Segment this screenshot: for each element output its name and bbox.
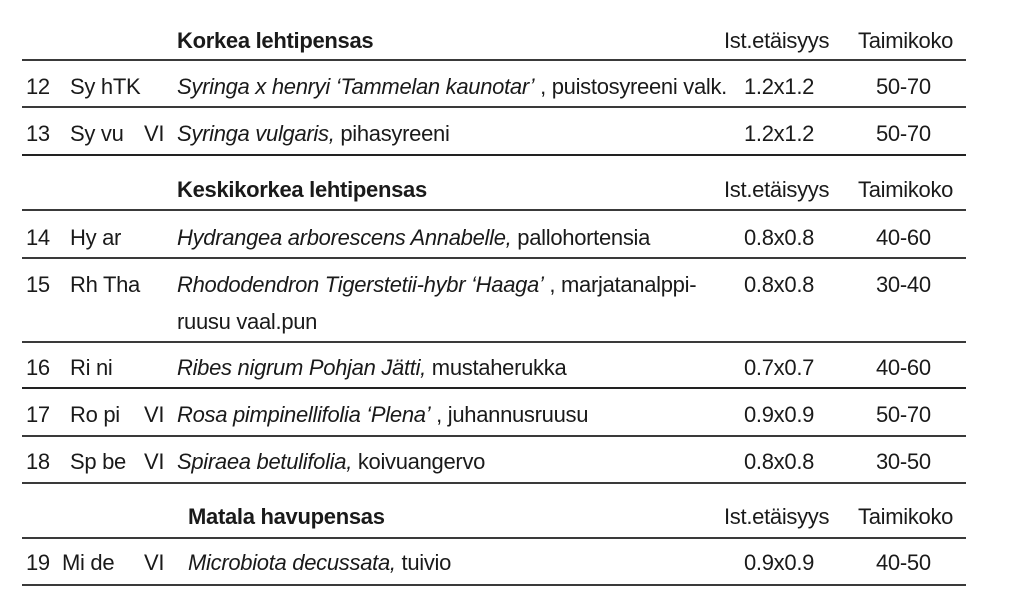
plant-code: Sy hTK <box>70 74 141 99</box>
hardiness-zone: VI <box>144 449 165 474</box>
hardiness-zone: VI <box>144 121 165 146</box>
latin-name: Syringa x henryi ‘Tammelan kaunotar’ <box>177 74 535 99</box>
common-name: pallohortensia <box>511 225 651 250</box>
divider <box>22 209 966 211</box>
common-name: , marjatanalppi- <box>543 272 697 297</box>
planting-spacing: 0.8x0.8 <box>744 449 815 474</box>
section-heading: Keskikorkea lehtipensas <box>177 177 427 202</box>
common-name: pihasyreeni <box>334 121 450 146</box>
divider <box>22 537 966 539</box>
seedling-size: 50-70 <box>876 121 931 146</box>
plant-name <box>177 74 727 100</box>
latin-name: Microbiota decussata, <box>188 550 396 575</box>
divider <box>22 584 966 586</box>
column-header-size: Taimikoko <box>858 177 954 202</box>
plant-name <box>177 272 696 298</box>
row-number: 12 <box>26 74 50 99</box>
hardiness-zone: VI <box>144 402 165 427</box>
planting-spacing: 0.9x0.9 <box>744 402 815 427</box>
divider <box>22 106 966 108</box>
divider <box>22 387 966 389</box>
row-number: 14 <box>26 225 50 250</box>
divider <box>22 59 966 61</box>
seedling-size: 50-70 <box>876 74 931 99</box>
plant-code: Ro pi <box>70 402 120 427</box>
latin-name: Hydrangea arborescens Annabelle, <box>177 225 512 250</box>
latin-name: Ribes nigrum Pohjan Jätti, <box>177 355 426 380</box>
planting-spacing: 0.9x0.9 <box>744 550 815 575</box>
plant-name <box>177 355 566 381</box>
plant-name <box>177 225 650 251</box>
section-heading: Korkea lehtipensas <box>177 28 374 53</box>
common-name: tuivio <box>395 550 452 575</box>
planting-spacing: 0.8x0.8 <box>744 272 815 297</box>
divider <box>22 341 966 343</box>
planting-spacing: 0.7x0.7 <box>744 355 815 380</box>
row-number: 16 <box>26 355 50 380</box>
divider <box>22 482 966 484</box>
seedling-size: 30-50 <box>876 449 931 474</box>
common-name: , juhannusruusu <box>430 402 589 427</box>
column-header-spacing: Ist.etäisyys <box>724 504 830 529</box>
latin-name: Rosa pimpinellifolia ‘Plena’ <box>177 402 431 427</box>
seedling-size: 30-40 <box>876 272 931 297</box>
column-header-size: Taimikoko <box>858 504 954 529</box>
planting-spacing: 1.2x1.2 <box>744 121 815 146</box>
column-header-size: Taimikoko <box>858 28 954 53</box>
row-number: 19 <box>26 550 50 575</box>
latin-name: Syringa vulgaris, <box>177 121 335 146</box>
column-header-spacing: Ist.etäisyys <box>724 177 830 202</box>
plant-code: Sp be <box>70 449 126 474</box>
common-name-continued: ruusu vaal.pun <box>177 309 318 334</box>
plant-name <box>177 449 485 475</box>
divider <box>22 435 966 437</box>
planting-spacing: 1.2x1.2 <box>744 74 815 99</box>
plant-code: Rh Tha <box>70 272 140 297</box>
row-number: 13 <box>26 121 50 146</box>
divider <box>22 154 966 156</box>
planting-spacing: 0.8x0.8 <box>744 225 815 250</box>
latin-name: Spiraea betulifolia, <box>177 449 353 474</box>
seedling-size: 40-60 <box>876 355 931 380</box>
row-number: 18 <box>26 449 50 474</box>
common-name: mustaherukka <box>426 355 567 380</box>
common-name: koivuangervo <box>352 449 486 474</box>
common-name: , puistosyreeni valk. <box>534 74 727 99</box>
plant-name <box>177 121 450 147</box>
latin-name: Rhododendron Tigerstetii-hybr ‘Haaga’ <box>177 272 544 297</box>
seedling-size: 40-60 <box>876 225 931 250</box>
column-header-spacing: Ist.etäisyys <box>724 28 830 53</box>
row-number: 15 <box>26 272 50 297</box>
seedling-size: 50-70 <box>876 402 931 427</box>
divider <box>22 257 966 259</box>
plant-code: Ri ni <box>70 355 113 380</box>
seedling-size: 40-50 <box>876 550 931 575</box>
plant-name <box>188 550 451 576</box>
row-number: 17 <box>26 402 50 427</box>
hardiness-zone: VI <box>144 550 165 575</box>
plant-code: Mi de <box>62 550 115 575</box>
plant-code: Hy ar <box>70 225 122 250</box>
section-heading: Matala havupensas <box>188 504 385 529</box>
plant-name <box>177 402 588 428</box>
plant-code: Sy vu <box>70 121 124 146</box>
